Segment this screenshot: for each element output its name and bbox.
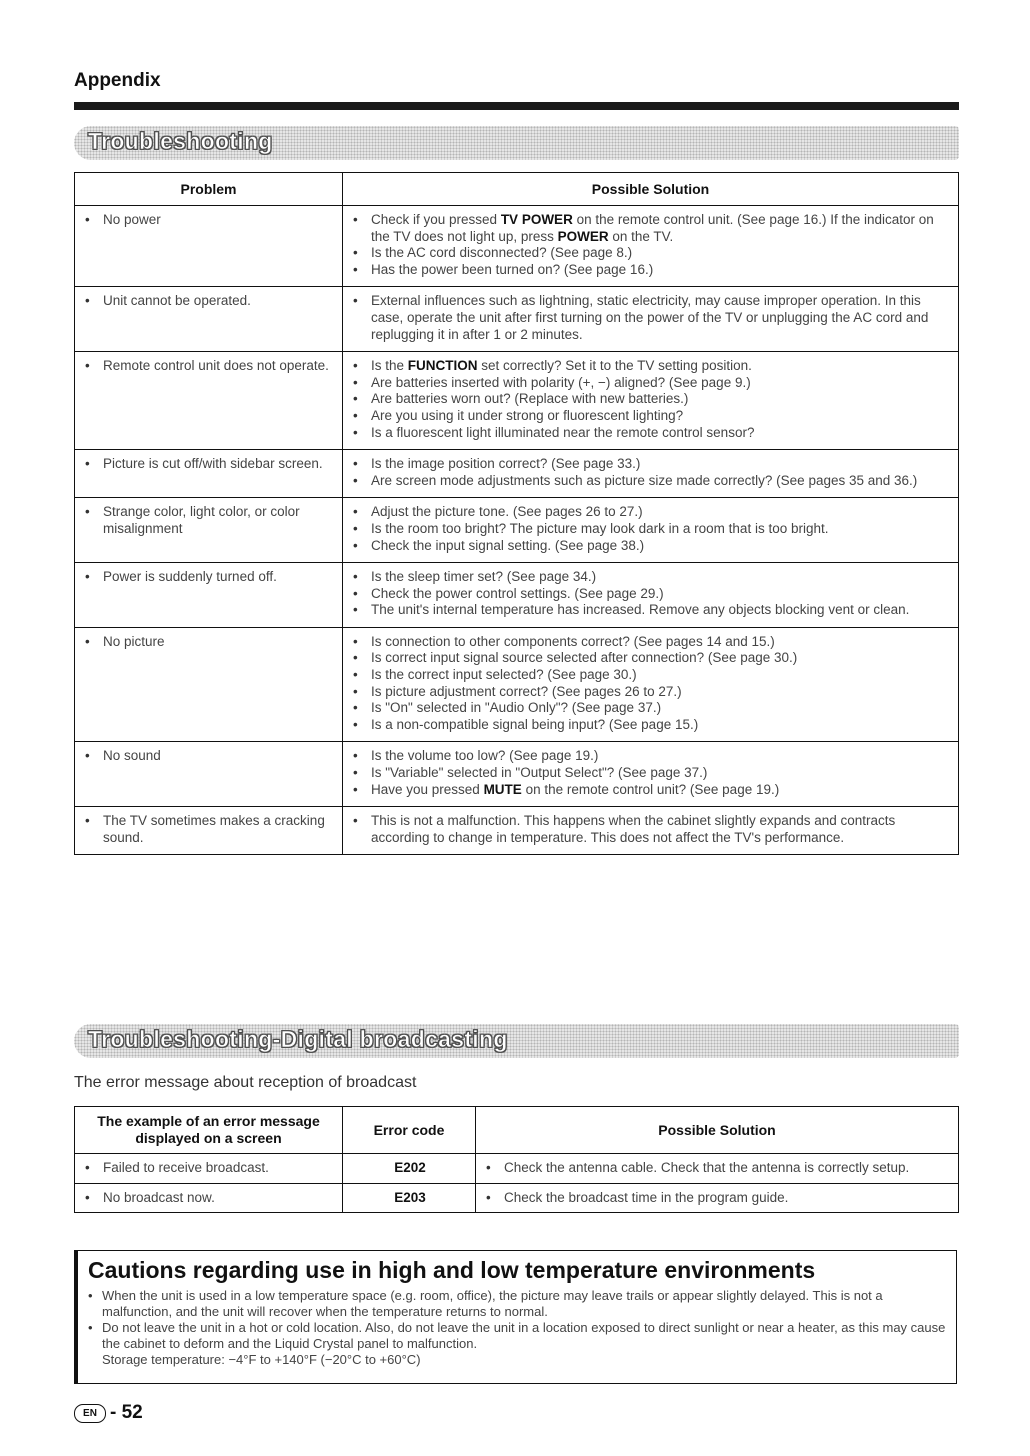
emphasis-text: FUNCTION [407, 358, 478, 374]
solution-item [349, 425, 954, 442]
error-code: E203 [343, 1183, 476, 1213]
solution-item [349, 391, 954, 408]
solution-text: Is the volume too low? (See page 19.) [371, 748, 599, 764]
solution-item [349, 782, 954, 799]
problem-item: • Strange color, light color, or color misalignment [81, 504, 338, 537]
problem-list [81, 358, 338, 375]
error-row [75, 1183, 959, 1213]
section-label: Appendix [74, 70, 161, 91]
problem-list [81, 212, 338, 229]
solution-list [349, 634, 954, 734]
solution-header: Possible Solution [343, 173, 959, 206]
solution-text: Is the AC cord disconnected? (See page 8.) [371, 245, 633, 261]
solution-text: Is picture adjustment correct? (See pages 26 to 27.) [371, 683, 682, 699]
solution-text: Are you using it under strong or fluorescent lighting? [371, 407, 684, 423]
problem-list [81, 293, 338, 310]
solution-text: on the remote control unit. (See page 16.) If the indicator on the TV does not light up, press [371, 212, 934, 244]
problem-item: • No power [81, 212, 338, 229]
solution-cell [343, 627, 959, 742]
solution-list [349, 293, 954, 343]
solution-text: Is connection to other components correct? (See pages 14 and 15.) [371, 633, 775, 649]
solution-text: Check the power control settings. (See page 29.) [371, 585, 664, 601]
caution-item: • When the unit is used in a low temperature space (e.g. room, office), the picture may leave trails or appear slightly delayed. This is not a malfunction, and the unit will recover when the temperature returns to normal. [88, 1288, 948, 1320]
emphasis-text: TV POWER [500, 212, 573, 227]
problem-list [81, 569, 338, 586]
solution-item [349, 667, 954, 684]
problem-list [81, 748, 338, 765]
solution-list [349, 748, 954, 798]
storage-temperature: Storage temperature: −4°F to +140°F (−20°C to +60°C) [102, 1352, 421, 1367]
error-message-cell [75, 1154, 343, 1184]
solution-item [349, 650, 954, 667]
solution-item [349, 684, 954, 701]
solution-item [349, 569, 954, 586]
problem-cell [75, 563, 343, 628]
solution-item [349, 602, 954, 619]
solution-text: Is the correct input selected? (See page 30.) [371, 667, 637, 683]
table-row [75, 498, 959, 563]
problem-cell [75, 450, 343, 498]
solution-item [349, 813, 954, 846]
error-code: E202 [343, 1154, 476, 1184]
problem-cell [75, 352, 343, 450]
problem-item: • Power is suddenly turned off. [81, 569, 338, 586]
problem-item: • Remote control unit does not operate. [81, 358, 338, 375]
solution-item [349, 765, 954, 782]
page-footer [74, 1402, 143, 1424]
solution-list [349, 358, 954, 441]
table-row [75, 450, 959, 498]
problem-cell [75, 287, 343, 352]
solution-text: Is the image position correct? (See page 33.) [371, 456, 641, 472]
example-header: The example of an error message displayed on a screen [75, 1107, 343, 1154]
solution-text: Is the [371, 358, 408, 374]
error-message: • Failed to receive broadcast. [81, 1160, 338, 1177]
cautions-list [88, 1288, 948, 1352]
table-row [75, 563, 959, 628]
solution-text: Is "On" selected in "Audio Only"? (See page 37.) [371, 700, 662, 716]
problem-cell [75, 742, 343, 807]
error-solution-list [482, 1190, 954, 1207]
solution-text: Are screen mode adjustments such as picture size made correctly? (See pages 35 and 36.) [371, 472, 918, 488]
solution-list [349, 813, 954, 846]
solution-text: External influences such as lightning, static electricity, may cause improper operation. In this case, operate the unit after first turning on the power of the TV or unplugging the AC cord and replugging it in after 1 or 2 minutes. [371, 293, 929, 342]
cautions-title: Cautions regarding use in high and low temperature environments [88, 1257, 816, 1283]
problem-cell [75, 498, 343, 563]
header-rule [74, 102, 959, 110]
solution-item [349, 748, 954, 765]
table-row [75, 627, 959, 742]
solution-item [349, 456, 954, 473]
caution-item: • Do not leave the unit in a hot or cold location. Also, do not leave the unit in a location exposed to direct sunlight or near a heater, as this may cause the cabinet to deform and the Liquid Crystal panel to malfunction. [88, 1320, 948, 1352]
solution-cell [343, 206, 959, 287]
solution-item [349, 634, 954, 651]
solution-list [349, 212, 954, 278]
solution-text: Is correct input signal source selected after connection? (See page 30.) [371, 650, 798, 666]
solution-text: Are batteries inserted with polarity (+, −) aligned? (See page 9.) [371, 374, 751, 390]
solution-item [349, 717, 954, 734]
error-message: • No broadcast now. [81, 1190, 338, 1207]
table-row [75, 352, 959, 450]
solution-text: Are batteries worn out? (Replace with new batteries.) [371, 391, 689, 407]
problem-item: • Picture is cut off/with sidebar screen. [81, 456, 338, 473]
table-row [75, 742, 959, 807]
solution-text: Adjust the picture tone. (See pages 26 to 27.) [371, 504, 643, 520]
problem-list [81, 456, 338, 473]
table-row [75, 807, 959, 855]
error-solution: • Check the broadcast time in the program guide. [482, 1190, 954, 1207]
solution-text: on the TV. [608, 228, 674, 244]
error-table [74, 1106, 959, 1213]
solution-text: set correctly? Set it to the TV setting position. [477, 358, 752, 374]
solution-item [349, 245, 954, 262]
error-solution-cell [476, 1154, 959, 1184]
digital-banner [74, 1024, 959, 1058]
solution-item [349, 700, 954, 717]
solution-text: The unit's internal temperature has increased. Remove any objects blocking vent or clean. [371, 602, 910, 618]
digital-intro: The error message about reception of broadcast [74, 1074, 417, 1091]
solution-text: Is a non-compatible signal being input? (See page 15.) [371, 716, 699, 732]
solution-text: on the remote control unit? (See page 19.) [521, 781, 780, 797]
problem-cell [75, 206, 343, 287]
problem-list [81, 504, 338, 537]
solution-cell [343, 563, 959, 628]
problem-list [81, 634, 338, 651]
solution-text: Have you pressed [371, 781, 484, 797]
problem-item: • The TV sometimes makes a cracking sound. [81, 813, 338, 846]
solution-item [349, 212, 954, 245]
solution-list [349, 504, 954, 554]
page-number: - 52 [110, 1402, 143, 1423]
error-solution-list [482, 1160, 954, 1177]
emphasis-text: POWER [557, 228, 609, 244]
solution-text: Check if you pressed [371, 212, 501, 227]
solution-item [349, 586, 954, 603]
problem-cell [75, 807, 343, 855]
solution-text: Has the power been turned on? (See page 16.) [371, 261, 654, 277]
error-solution-cell [476, 1183, 959, 1213]
solution-item [349, 293, 954, 343]
error-message-list [81, 1190, 338, 1207]
solution-list [349, 569, 954, 619]
solution-text: This is not a malfunction. This happens when the cabinet slightly expands and contracts according to change in temperature. This does not affect the TV's performance. [371, 813, 896, 845]
code-header: Error code [343, 1107, 476, 1154]
solution-item [349, 262, 954, 279]
language-badge: EN [74, 1404, 106, 1423]
solution-item [349, 504, 954, 521]
table-row [75, 287, 959, 352]
solution-cell [343, 352, 959, 450]
emphasis-text: MUTE [483, 781, 522, 797]
problem-item: • No picture [81, 634, 338, 651]
error-row [75, 1154, 959, 1184]
solution-text: Is the sleep timer set? (See page 34.) [371, 569, 597, 585]
solution-item [349, 375, 954, 392]
troubleshooting-title: Troubleshooting [88, 128, 273, 154]
problem-header: Problem [75, 173, 343, 206]
solution-cell [343, 807, 959, 855]
solution-cell [343, 450, 959, 498]
problem-list [81, 813, 338, 846]
solution-cell [343, 287, 959, 352]
solution-text: Is a fluorescent light illuminated near the remote control sensor? [371, 424, 755, 440]
problem-item: • No sound [81, 748, 338, 765]
troubleshooting-table [74, 172, 959, 855]
solution-cell [343, 498, 959, 563]
solution-item [349, 473, 954, 490]
solution-text: Is "Variable" selected in "Output Select"? (See page 37.) [371, 765, 708, 781]
digital-solution-header: Possible Solution [476, 1107, 959, 1154]
solution-text: Check the input signal setting. (See page 38.) [371, 537, 645, 553]
error-message-cell [75, 1183, 343, 1213]
solution-item [349, 408, 954, 425]
solution-list [349, 456, 954, 489]
solution-item [349, 521, 954, 538]
error-solution: • Check the antenna cable. Check that the antenna is correctly setup. [482, 1160, 954, 1177]
solution-item [349, 358, 954, 375]
troubleshooting-banner [74, 126, 959, 160]
digital-title: Troubleshooting-Digital broadcasting [88, 1026, 508, 1052]
solution-cell [343, 742, 959, 807]
problem-item: • Unit cannot be operated. [81, 293, 338, 310]
problem-cell [75, 627, 343, 742]
solution-item [349, 538, 954, 555]
error-message-list [81, 1160, 338, 1177]
table-row [75, 206, 959, 287]
solution-text: Is the room too bright? The picture may look dark in a room that is too bright. [371, 520, 829, 536]
cautions-box [74, 1250, 957, 1384]
